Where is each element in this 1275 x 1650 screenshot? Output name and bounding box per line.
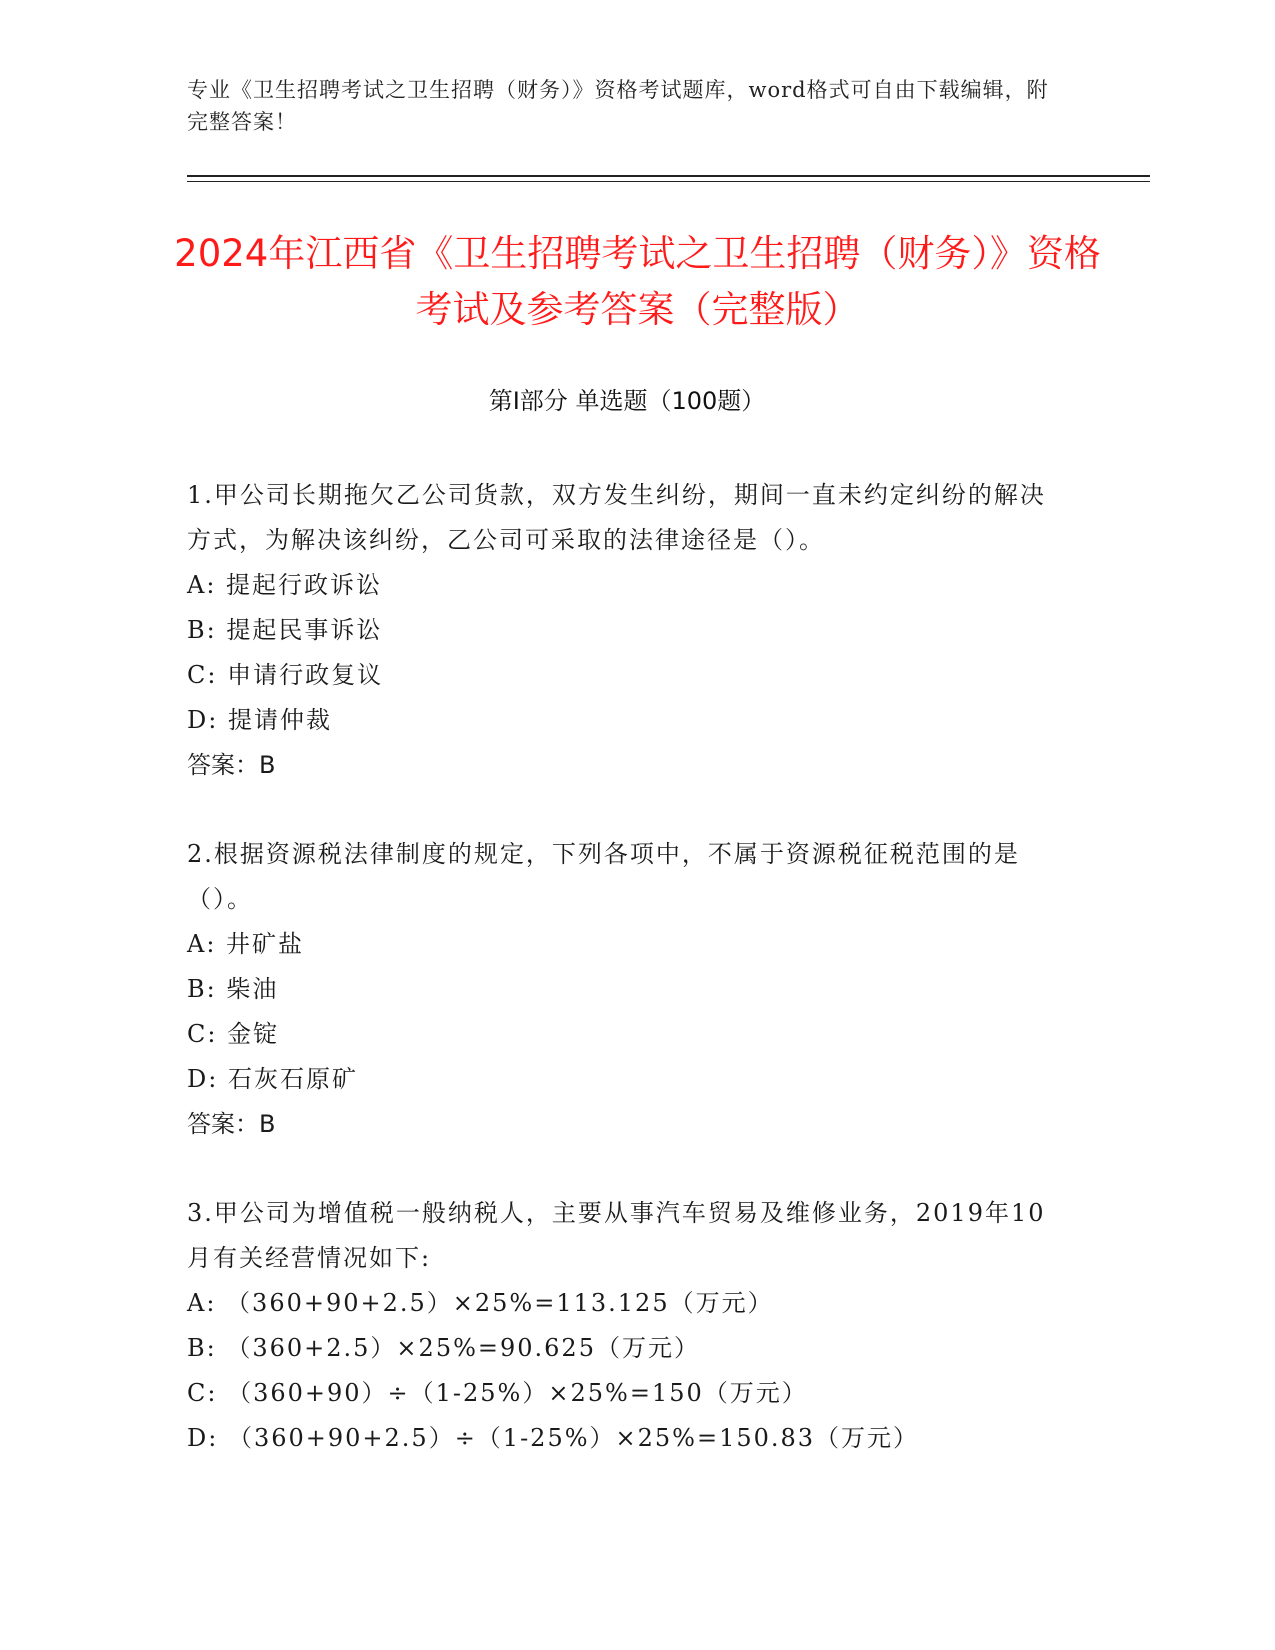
option-a: A: 井矿盐 xyxy=(187,930,305,958)
question-text: 2.根据资源税法律制度的规定，下列各项中，不属于资源税征税范围的是（）。 xyxy=(187,840,1020,913)
question-1 xyxy=(187,473,1067,788)
option-b: B: 柴油 xyxy=(187,975,279,1003)
option-c: C: 申请行政复议 xyxy=(187,661,384,689)
option-c: C: （360+90）÷（1-25%）×25%=150（万元） xyxy=(187,1379,808,1407)
option-d: D: 提请仲裁 xyxy=(187,706,332,734)
option-b: B: 提起民事诉讼 xyxy=(187,616,383,644)
option-a: A: （360+90+2.5）×25%=113.125（万元） xyxy=(187,1289,774,1317)
option-a: A: 提起行政诉讼 xyxy=(187,571,383,599)
option-b: B: （360+2.5）×25%=90.625（万元） xyxy=(187,1334,700,1362)
option-d: D: （360+90+2.5）÷（1-25%）×25%=150.83（万元） xyxy=(187,1424,920,1452)
option-c: C: 金锭 xyxy=(187,1020,280,1048)
answer: 答案：B xyxy=(187,1110,276,1138)
question-text: 3.甲公司为增值税一般纳税人，主要从事汽车贸易及维修业务，2019年10月有关经营情况如下: xyxy=(187,1199,1046,1272)
header-rule-thick xyxy=(187,175,1150,177)
question-text: 1.甲公司长期拖欠乙公司货款，双方发生纠纷，期间一直未约定纠纷的解决方式，为解决该纠纷，乙公司可采取的法律途径是（）。 xyxy=(187,481,1046,554)
header-rule-thin xyxy=(187,181,1150,182)
question-2 xyxy=(187,832,1067,1147)
question-3 xyxy=(187,1191,1067,1461)
option-d: D: 石灰石原矿 xyxy=(187,1065,358,1093)
document-title: 2024年江西省《卫生招聘考试之卫生招聘（财务）》资格考试及参考答案（完整版） xyxy=(174,232,1101,331)
answer: 答案：B xyxy=(187,751,276,779)
section-heading: 第Ⅰ部分 单选题（100题） xyxy=(488,387,766,415)
header-note: 专业《卫生招聘考试之卫生招聘（财务）》资格考试题库，word格式可自由下载编辑，附完整答案！ xyxy=(187,78,1049,134)
